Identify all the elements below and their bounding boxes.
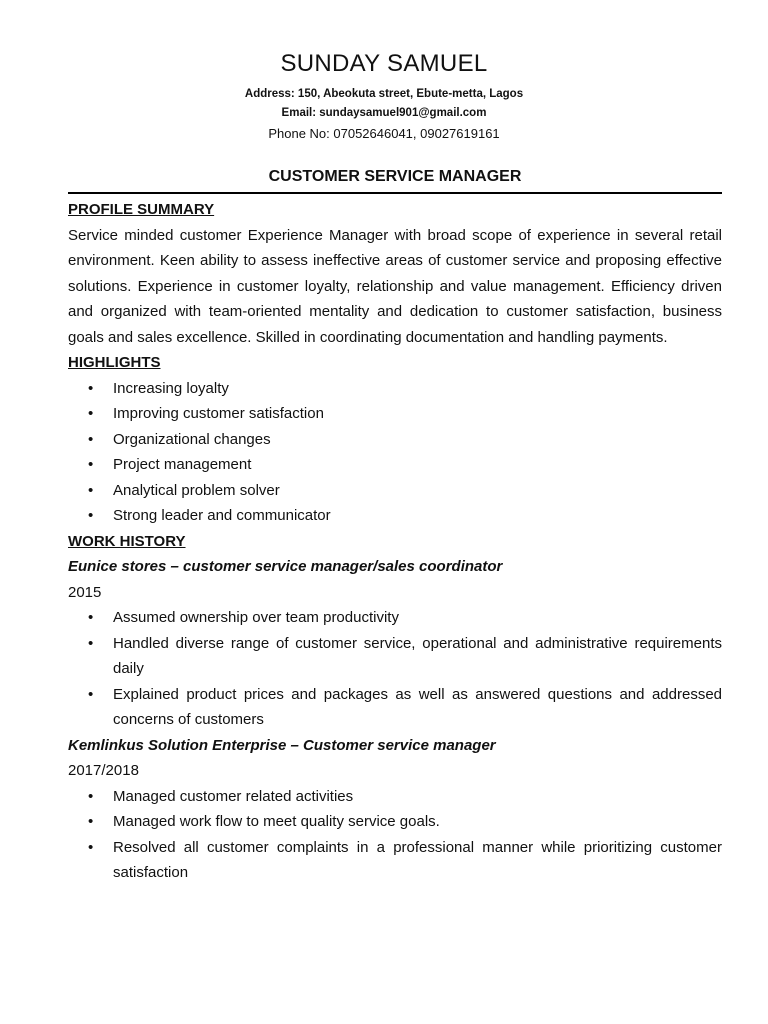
address-line: Address: 150, Abeokuta street, Ebute-metta, Lagos [244, 88, 524, 100]
highlight-text: Analytical problem solver [113, 481, 280, 499]
job-title: CUSTOMER SERVICE MANAGER [268, 168, 522, 185]
bullet-icon: • [88, 430, 94, 448]
bullet-icon: • [88, 507, 94, 524]
bullet-icon: • [88, 456, 94, 473]
job-period: 2015 [68, 583, 102, 601]
profile-summary-heading: PROFILE SUMMARY [68, 201, 215, 218]
highlights-heading: HIGHLIGHTS [68, 354, 161, 371]
highlight-text: Organizational changes [113, 430, 271, 448]
duty-item [68, 605, 722, 631]
highlight-item [68, 376, 722, 402]
work-history-heading: WORK HISTORY [68, 532, 186, 550]
highlight-text: Project management [113, 456, 252, 473]
highlight-item [68, 401, 722, 427]
highlight-text: Increasing loyalty [113, 379, 229, 397]
phone-line: Phone No: 07052646041, 09027619161 [268, 126, 500, 141]
highlights-list [68, 376, 722, 529]
highlight-item [68, 503, 722, 529]
highlight-item [68, 478, 722, 504]
bullet-icon: • [88, 813, 94, 830]
bullet-icon: • [88, 634, 94, 652]
duty-text: Managed customer related activities [113, 787, 354, 805]
profile-summary-text: Service minded customer Experience Manager with broad scope of experience in several retail environment. Keen ability to assess ineffective areas of customer service and proposing effective solutions. Experience in customer loyalty, relationship and value management. Efficiency driven and organized with team-oriented mentality and dedication to customer satisfaction, business goals and sales excellence. Skilled in coordinating documentation and handling payments. [68, 226, 722, 346]
bullet-icon: • [88, 405, 94, 422]
duty-text: Resolved all customer complaints in a professional manner while prioritizing customer satisfaction [113, 838, 722, 881]
duty-text: Handled diverse range of customer service, operational and administrative requirements daily [113, 634, 722, 677]
bullet-icon: • [88, 609, 94, 626]
highlight-text: Strong leader and communicator [113, 507, 331, 524]
duty-text: Assumed ownership over team productivity [113, 609, 399, 626]
job-period: 2017/2018 [68, 762, 139, 779]
resume-body [68, 197, 722, 886]
highlight-item [68, 452, 722, 478]
bullet-icon: • [88, 685, 94, 703]
bullet-icon: • [88, 838, 94, 856]
job-heading: Eunice stores – customer service manager/sales coordinator [68, 558, 503, 575]
highlight-text: Improving customer satisfaction [113, 405, 324, 422]
duty-item [68, 809, 722, 835]
highlight-item [68, 427, 722, 453]
email-line: Email: sundaysamuel901@gmail.com [281, 107, 487, 119]
duty-item [68, 784, 722, 810]
job-duties-list [68, 605, 722, 733]
candidate-name: SUNDAY SAMUEL [280, 50, 488, 77]
job-heading: Kemlinkus Solution Enterprise – Customer service manager [68, 736, 496, 754]
duty-item [68, 631, 722, 682]
bullet-icon: • [88, 379, 94, 397]
title-divider [68, 192, 722, 194]
bullet-icon: • [88, 481, 94, 499]
duty-item [68, 682, 722, 733]
duty-text: Managed work flow to meet quality service goals. [113, 813, 440, 830]
bullet-icon: • [88, 787, 94, 805]
job-duties-list [68, 784, 722, 886]
duty-text: Explained product prices and packages as well as answered questions and addressed concerns of customers [113, 685, 722, 728]
duty-item [68, 835, 722, 886]
